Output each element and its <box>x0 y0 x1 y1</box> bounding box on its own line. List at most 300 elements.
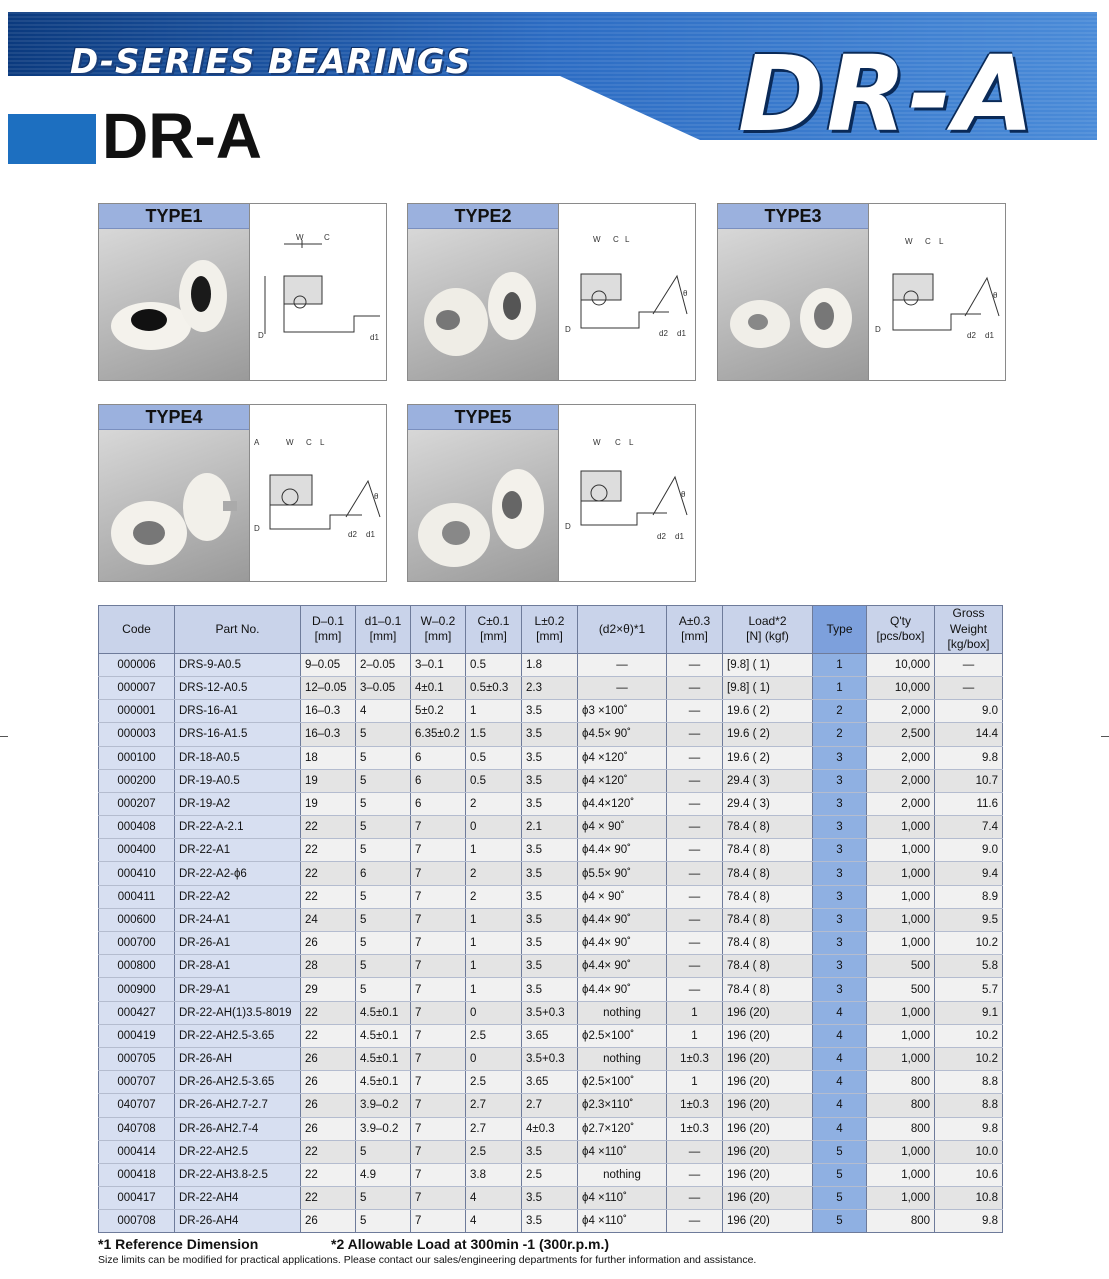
table-cell: 22 <box>301 1001 356 1024</box>
table-cell: 5 <box>813 1187 867 1210</box>
table-cell: 19 <box>301 769 356 792</box>
table-row <box>99 723 1003 746</box>
table-cell: 3.5 <box>522 769 578 792</box>
column-header-label: W–0.2 <box>420 613 456 628</box>
table-cell: 9.0 <box>935 700 1003 723</box>
bearing-photo <box>408 429 558 581</box>
table-cell: 2,000 <box>867 792 935 815</box>
table-cell: 4±0.1 <box>411 676 466 699</box>
bearing-photo <box>718 228 868 380</box>
table-cell: 3.5 <box>522 955 578 978</box>
column-header-label: Code <box>122 621 151 636</box>
table-cell: 16–0.3 <box>301 723 356 746</box>
table-cell: DRS-16-A1.5 <box>175 723 301 746</box>
table-cell: 000006 <box>99 653 175 676</box>
table-cell: 7 <box>411 1071 466 1094</box>
table-cell: 000900 <box>99 978 175 1001</box>
table-cell: 4.5±0.1 <box>356 1001 411 1024</box>
column-header <box>522 606 578 654</box>
table-cell: 000100 <box>99 746 175 769</box>
table-cell: 26 <box>301 1210 356 1233</box>
table-cell: 040707 <box>99 1094 175 1117</box>
table-cell: 7 <box>411 1024 466 1047</box>
table-row <box>99 792 1003 815</box>
table-cell: 22 <box>301 1187 356 1210</box>
table-cell: 196 (20) <box>723 1024 813 1047</box>
table-cell: 3 <box>813 885 867 908</box>
svg-text:d2: d2 <box>967 331 976 340</box>
table-cell: ϕ5.5× 90˚ <box>578 862 667 885</box>
table-cell: 0.5 <box>466 769 522 792</box>
table-cell: 000001 <box>99 700 175 723</box>
table-cell: 1 <box>466 700 522 723</box>
table-cell: DR-28-A1 <box>175 955 301 978</box>
table-cell: 1,000 <box>867 862 935 885</box>
table-cell: 16–0.3 <box>301 700 356 723</box>
table-cell: 0 <box>466 1001 522 1024</box>
bearing-photo <box>408 228 558 380</box>
table-cell: 500 <box>867 955 935 978</box>
table-cell: ϕ4 × 90˚ <box>578 885 667 908</box>
table-cell: 3.5 <box>522 839 578 862</box>
table-cell: 3.5 <box>522 862 578 885</box>
table-row <box>99 1024 1003 1047</box>
type-label: TYPE4 <box>99 405 249 430</box>
svg-text:d1: d1 <box>370 333 379 342</box>
svg-text:D: D <box>565 522 571 531</box>
table-cell: 000411 <box>99 885 175 908</box>
type-card-4 <box>98 404 387 582</box>
column-header <box>723 606 813 654</box>
column-header <box>578 606 667 654</box>
table-cell: DR-26-AH2.7-2.7 <box>175 1094 301 1117</box>
table-cell: 800 <box>867 1094 935 1117</box>
table-cell: ϕ2.7×120˚ <box>578 1117 667 1140</box>
table-cell: 5 <box>356 746 411 769</box>
table-cell: DR-29-A1 <box>175 978 301 1001</box>
footnote-allowable-load: *2 Allowable Load at 300min -1 (300r.p.m.) <box>331 1236 610 1252</box>
table-cell: 19.6 ( 2) <box>723 700 813 723</box>
table-cell: 2,000 <box>867 700 935 723</box>
table-row <box>99 816 1003 839</box>
table-cell: DR-22-AH4 <box>175 1187 301 1210</box>
table-cell: 3.5 <box>522 932 578 955</box>
table-cell: 5 <box>356 839 411 862</box>
table-cell: ϕ4 ×120˚ <box>578 746 667 769</box>
table-cell: 2–0.05 <box>356 653 411 676</box>
column-header <box>301 606 356 654</box>
table-cell: 1±0.3 <box>667 1047 723 1070</box>
svg-text:A: A <box>254 438 260 447</box>
table-row <box>99 978 1003 1001</box>
table-cell: 4 <box>466 1210 522 1233</box>
table-cell: 29.4 ( 3) <box>723 769 813 792</box>
table-cell: 1 <box>813 676 867 699</box>
svg-text:L: L <box>320 438 325 447</box>
table-cell: DR-26-AH4 <box>175 1210 301 1233</box>
table-cell: 8.9 <box>935 885 1003 908</box>
table-cell: DR-18-A0.5 <box>175 746 301 769</box>
table-cell: ϕ4.5× 90˚ <box>578 723 667 746</box>
table-cell: 4 <box>813 1094 867 1117</box>
table-cell: 10,000 <box>867 653 935 676</box>
table-cell: 000414 <box>99 1140 175 1163</box>
table-cell: 2,000 <box>867 746 935 769</box>
table-cell: 5 <box>356 978 411 1001</box>
table-cell: 1 <box>466 839 522 862</box>
table-row <box>99 862 1003 885</box>
table-cell: 22 <box>301 1163 356 1186</box>
table-cell: 3 <box>813 908 867 931</box>
table-cell: 3–0.05 <box>356 676 411 699</box>
table-cell: 4.5±0.1 <box>356 1024 411 1047</box>
svg-text:d2: d2 <box>348 530 357 539</box>
table-cell: 5 <box>356 908 411 931</box>
table-cell: DR-24-A1 <box>175 908 301 931</box>
table-cell: 78.4 ( 8) <box>723 839 813 862</box>
table-cell: 1±0.3 <box>667 1094 723 1117</box>
svg-text:L: L <box>625 235 630 244</box>
table-cell: 7 <box>411 885 466 908</box>
table-cell: 3 <box>813 978 867 1001</box>
column-header-unit: [kg/box] <box>947 637 990 652</box>
table-cell: 2,500 <box>867 723 935 746</box>
table-row <box>99 1047 1003 1070</box>
table-cell: 2.7 <box>522 1094 578 1117</box>
table-row <box>99 676 1003 699</box>
table-cell: 7 <box>411 816 466 839</box>
table-cell: DR-22-A-2.1 <box>175 816 301 839</box>
table-cell: 000705 <box>99 1047 175 1070</box>
table-cell: 78.4 ( 8) <box>723 885 813 908</box>
table-cell: 1 <box>466 932 522 955</box>
table-cell: 800 <box>867 1117 935 1140</box>
svg-text:d2: d2 <box>657 532 666 541</box>
type-label: TYPE2 <box>408 204 558 229</box>
table-cell: 5 <box>813 1210 867 1233</box>
table-cell: 9.8 <box>935 1117 1003 1140</box>
table-cell: 500 <box>867 978 935 1001</box>
svg-text:W: W <box>593 438 601 447</box>
table-cell: 26 <box>301 1071 356 1094</box>
table-cell: 22 <box>301 862 356 885</box>
table-cell: — <box>578 653 667 676</box>
table-cell: 3.5 <box>522 978 578 1001</box>
column-header-unit: [N] (kgf) <box>746 629 789 644</box>
table-cell: 1,000 <box>867 932 935 955</box>
table-cell: 78.4 ( 8) <box>723 978 813 1001</box>
table-cell: 4 <box>813 1001 867 1024</box>
type-label: TYPE5 <box>408 405 558 430</box>
column-header <box>175 606 301 654</box>
table-cell: DR-26-A1 <box>175 932 301 955</box>
table-cell: DR-26-AH2.5-3.65 <box>175 1071 301 1094</box>
table-cell: 9.1 <box>935 1001 1003 1024</box>
table-cell: 000707 <box>99 1071 175 1094</box>
table-cell: 3–0.1 <box>411 653 466 676</box>
type-card-2 <box>407 203 696 381</box>
table-cell: [9.8] ( 1) <box>723 653 813 676</box>
table-cell: 1,000 <box>867 839 935 862</box>
table-cell: ϕ3 ×100˚ <box>578 700 667 723</box>
table-cell: 196 (20) <box>723 1094 813 1117</box>
svg-text:θ: θ <box>993 291 998 300</box>
table-cell: 2.5 <box>522 1163 578 1186</box>
table-cell: ϕ2.3×110˚ <box>578 1094 667 1117</box>
table-cell: 040708 <box>99 1117 175 1140</box>
table-cell: 26 <box>301 1047 356 1070</box>
table-cell: 5 <box>356 1187 411 1210</box>
table-cell: 5 <box>356 792 411 815</box>
table-cell: 5 <box>356 723 411 746</box>
table-cell: — <box>667 955 723 978</box>
table-cell: 3 <box>813 746 867 769</box>
table-row <box>99 746 1003 769</box>
table-cell: 800 <box>867 1071 935 1094</box>
title-accent-block <box>8 114 96 164</box>
table-cell: 5.8 <box>935 955 1003 978</box>
column-header <box>667 606 723 654</box>
table-cell: 1 <box>466 978 522 1001</box>
table-cell: 78.4 ( 8) <box>723 908 813 931</box>
table-row <box>99 1210 1003 1233</box>
column-header-label: Type <box>826 621 853 636</box>
table-cell: ϕ4 × 90˚ <box>578 816 667 839</box>
table-cell: 1,000 <box>867 1140 935 1163</box>
column-header-label: C±0.1 <box>477 613 510 628</box>
table-cell: 9.4 <box>935 862 1003 885</box>
table-cell: DR-19-A0.5 <box>175 769 301 792</box>
table-cell: 4.5±0.1 <box>356 1047 411 1070</box>
table-cell: 7 <box>411 908 466 931</box>
table-cell: 9.8 <box>935 1210 1003 1233</box>
svg-text:d1: d1 <box>677 329 686 338</box>
table-cell: 7 <box>411 1047 466 1070</box>
table-cell: 000600 <box>99 908 175 931</box>
table-cell: 7.4 <box>935 816 1003 839</box>
table-cell: — <box>667 816 723 839</box>
table-cell: 26 <box>301 932 356 955</box>
table-cell: 2 <box>813 723 867 746</box>
table-cell: 5 <box>356 769 411 792</box>
table-row <box>99 1071 1003 1094</box>
table-cell: 7 <box>411 862 466 885</box>
table-cell: 8.8 <box>935 1094 1003 1117</box>
table-cell: 4.5±0.1 <box>356 1071 411 1094</box>
table-cell: 1,000 <box>867 1024 935 1047</box>
table-cell: 1,000 <box>867 908 935 931</box>
bearing-photo <box>99 228 249 380</box>
footnote-reference-dimension: *1 Reference Dimension <box>98 1236 259 1252</box>
type-label: TYPE3 <box>718 204 868 229</box>
table-row <box>99 908 1003 931</box>
table-cell: 1,000 <box>867 1001 935 1024</box>
table-cell: 11.6 <box>935 792 1003 815</box>
table-cell: nothing <box>578 1047 667 1070</box>
table-cell: — <box>667 792 723 815</box>
table-cell: DR-26-AH <box>175 1047 301 1070</box>
table-cell: 000419 <box>99 1024 175 1047</box>
column-header-unit: [mm] <box>369 629 397 644</box>
table-cell: ϕ4.4×120˚ <box>578 792 667 815</box>
table-cell: 000708 <box>99 1210 175 1233</box>
table-cell: 2 <box>466 885 522 908</box>
svg-text:C: C <box>613 235 619 244</box>
table-cell: ϕ4 ×110˚ <box>578 1210 667 1233</box>
svg-text:D: D <box>875 325 881 334</box>
table-cell: 1,000 <box>867 816 935 839</box>
table-cell: 3.5 <box>522 1187 578 1210</box>
table-row <box>99 1001 1003 1024</box>
table-cell: 000207 <box>99 792 175 815</box>
table-cell: DRS-12-A0.5 <box>175 676 301 699</box>
table-cell: 22 <box>301 839 356 862</box>
table-cell: 19 <box>301 792 356 815</box>
table-cell: 196 (20) <box>723 1047 813 1070</box>
table-cell: 000417 <box>99 1187 175 1210</box>
page-title: DR-A <box>102 100 262 172</box>
table-cell: — <box>667 862 723 885</box>
svg-text:D: D <box>258 331 264 340</box>
table-cell: 6.35±0.2 <box>411 723 466 746</box>
table-cell: 196 (20) <box>723 1140 813 1163</box>
table-row <box>99 700 1003 723</box>
table-cell: 0.5±0.3 <box>466 676 522 699</box>
column-header-label: Load*2 <box>748 613 787 628</box>
table-cell: DRS-16-A1 <box>175 700 301 723</box>
crop-mark <box>1101 736 1109 737</box>
table-cell: 7 <box>411 1140 466 1163</box>
section-diagram <box>249 204 387 380</box>
table-cell: 1 <box>667 1001 723 1024</box>
table-cell: 196 (20) <box>723 1001 813 1024</box>
svg-text:D: D <box>565 325 571 334</box>
table-cell: 196 (20) <box>723 1210 813 1233</box>
table-cell: 10.2 <box>935 932 1003 955</box>
table-cell: 9.0 <box>935 839 1003 862</box>
table-cell: — <box>667 1163 723 1186</box>
svg-text:θ: θ <box>374 492 379 501</box>
table-cell: DR-26-AH2.7-4 <box>175 1117 301 1140</box>
series-title: D-SERIES BEARINGS <box>70 42 472 82</box>
table-cell: DR-19-A2 <box>175 792 301 815</box>
table-row <box>99 653 1003 676</box>
column-header <box>813 606 867 654</box>
column-header-unit: [pcs/box] <box>876 629 925 644</box>
table-cell: 3 <box>813 816 867 839</box>
table-cell: 800 <box>867 1210 935 1233</box>
table-row <box>99 769 1003 792</box>
svg-text:W: W <box>286 438 294 447</box>
table-cell: 3 <box>813 955 867 978</box>
table-cell: 28 <box>301 955 356 978</box>
column-header-label: Gross Weight <box>949 606 988 636</box>
table-header-row <box>99 606 1003 654</box>
table-cell: 4 <box>813 1047 867 1070</box>
table-cell: 10.2 <box>935 1024 1003 1047</box>
table-cell: 000410 <box>99 862 175 885</box>
table-cell: 5±0.2 <box>411 700 466 723</box>
column-header-label: D–0.1 <box>311 613 345 628</box>
table-cell: ϕ4 ×120˚ <box>578 769 667 792</box>
table-cell: ϕ4.4× 90˚ <box>578 839 667 862</box>
svg-text:θ: θ <box>681 490 686 499</box>
table-cell: 3 <box>813 769 867 792</box>
svg-text:C: C <box>925 237 931 246</box>
column-header-unit: [mm] <box>480 629 507 644</box>
section-diagram <box>558 204 696 380</box>
table-cell: 3.9–0.2 <box>356 1117 411 1140</box>
table-cell: 2.5 <box>466 1140 522 1163</box>
table-cell: 1 <box>466 908 522 931</box>
table-cell: 7 <box>411 1187 466 1210</box>
table-cell: 7 <box>411 1001 466 1024</box>
table-cell: 29 <box>301 978 356 1001</box>
table-cell: — <box>667 885 723 908</box>
table-cell: 5 <box>813 1140 867 1163</box>
column-header <box>466 606 522 654</box>
table-cell: 18 <box>301 746 356 769</box>
table-cell: 000408 <box>99 816 175 839</box>
table-cell: 7 <box>411 1210 466 1233</box>
table-cell: nothing <box>578 1163 667 1186</box>
table-cell: 22 <box>301 1140 356 1163</box>
table-cell: 1 <box>667 1024 723 1047</box>
table-cell: 2.3 <box>522 676 578 699</box>
table-cell: 3 <box>813 862 867 885</box>
column-header-label: A±0.3 <box>678 613 711 628</box>
table-cell: 7 <box>411 955 466 978</box>
table-cell: 1,000 <box>867 885 935 908</box>
table-cell: 4 <box>466 1187 522 1210</box>
column-header <box>867 606 935 654</box>
table-cell: DR-22-AH3.8-2.5 <box>175 1163 301 1186</box>
table-cell: 1.8 <box>522 653 578 676</box>
column-header-label: Part No. <box>215 621 260 636</box>
table-cell: 7 <box>411 932 466 955</box>
table-cell: — <box>667 1140 723 1163</box>
type-card-3 <box>717 203 1006 381</box>
table-cell: 2.5 <box>466 1071 522 1094</box>
table-cell: 10.6 <box>935 1163 1003 1186</box>
column-header <box>356 606 411 654</box>
table-cell: 5.7 <box>935 978 1003 1001</box>
svg-text:d1: d1 <box>985 331 994 340</box>
table-cell: 3.65 <box>522 1024 578 1047</box>
table-cell: 1 <box>667 1071 723 1094</box>
table-cell: ϕ4.4× 90˚ <box>578 908 667 931</box>
table-cell: 4±0.3 <box>522 1117 578 1140</box>
table-cell: — <box>578 676 667 699</box>
table-row <box>99 1163 1003 1186</box>
footnote-size-limits: Size limits can be modified for practical applications. Please contact our sales/engineering departments for further information and assistance. <box>98 1254 757 1266</box>
table-cell: 22 <box>301 816 356 839</box>
table-row <box>99 932 1003 955</box>
svg-text:D: D <box>254 524 260 533</box>
table-cell: — <box>667 932 723 955</box>
bearing-photo <box>99 429 249 581</box>
table-cell: — <box>935 676 1003 699</box>
table-cell: 1,000 <box>867 1047 935 1070</box>
table-cell: 5 <box>356 885 411 908</box>
table-cell: 19.6 ( 2) <box>723 746 813 769</box>
column-header-unit: [mm] <box>536 629 563 644</box>
table-cell: 10.8 <box>935 1187 1003 1210</box>
table-cell: DR-22-A2 <box>175 885 301 908</box>
section-diagram <box>249 405 387 581</box>
table-cell: 3.5 <box>522 723 578 746</box>
type-label: TYPE1 <box>99 204 249 229</box>
